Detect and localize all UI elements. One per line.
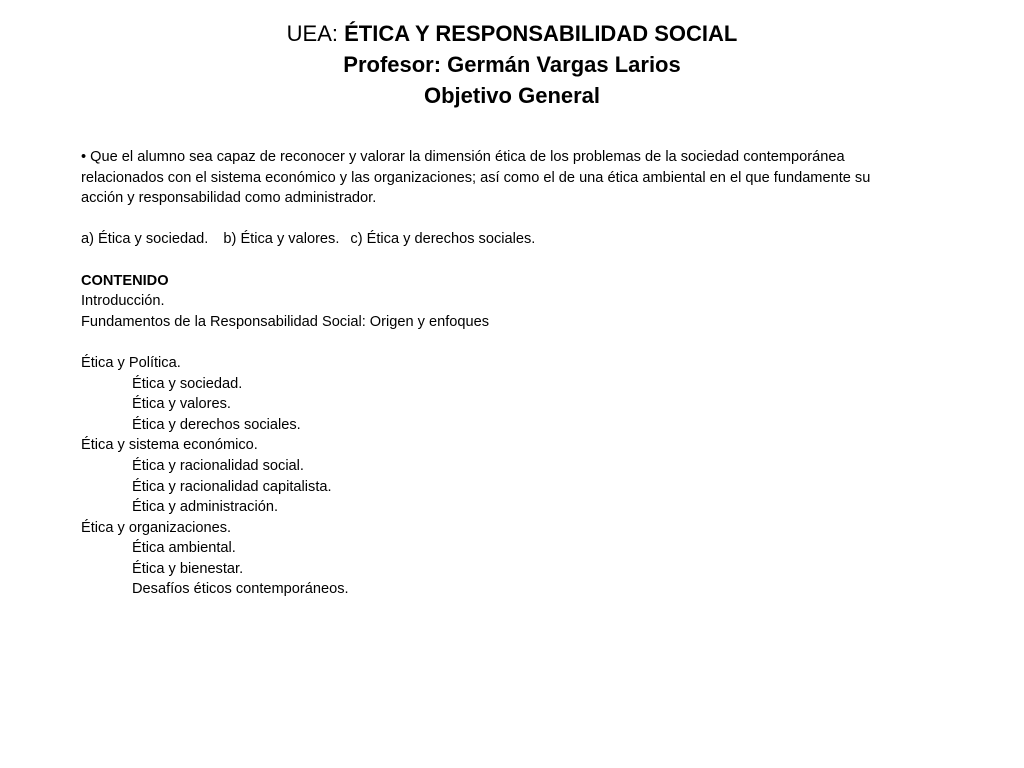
section-title: Ética y Política. — [81, 354, 181, 371]
contenido-heading: CONTENIDO — [81, 272, 169, 289]
professor-name: Profesor: Germán Vargas Larios — [343, 52, 681, 77]
content-body — [81, 147, 911, 600]
section-title: Ética y organizaciones. — [81, 519, 232, 536]
section-item: Ética y bienestar. — [132, 560, 244, 577]
course-title — [0, 18, 1024, 49]
section-item: Ética y administración. — [132, 499, 278, 516]
title-block — [0, 18, 1024, 111]
uea-prefix: UEA: — [286, 21, 345, 46]
topic-b: b) Ética y valores. — [223, 231, 340, 248]
course-name: ÉTICA Y RESPONSABILIDAD SOCIAL — [344, 21, 738, 46]
section-item: Ética ambiental. — [132, 540, 236, 557]
topic-c: c) Ética y derechos sociales. — [350, 231, 536, 248]
intro-line: Introducción. — [81, 293, 165, 310]
objective-text: • Que el alumno sea capaz de reconocer y valorar la dimensión ética de los problemas de la sociedad contemporánea relacionados con el sistema económico y las organizaciones; así como el de una ética ambiental en el que fundamente su acción y responsabilidad como administrador. — [81, 149, 871, 207]
section-item: Ética y racionalidad social. — [132, 457, 304, 474]
section-item: Ética y racionalidad capitalista. — [132, 478, 332, 495]
section-item: Ética y sociedad. — [132, 375, 243, 392]
topic-a: a) Ética y sociedad. — [81, 231, 209, 248]
section-item: Ética y valores. — [132, 396, 231, 413]
spacer — [81, 250, 911, 271]
section-item: Ética y derechos sociales. — [132, 416, 301, 433]
spacer — [81, 332, 911, 353]
objective-heading: Objetivo General — [423, 83, 601, 108]
spacer — [81, 209, 911, 230]
section-item: Desafíos éticos contemporáneos. — [132, 581, 349, 598]
topics-line — [81, 229, 911, 250]
fundamentos-line: Fundamentos de la Responsabilidad Social: Origen y enfoques — [81, 313, 490, 330]
section-title: Ética y sistema económico. — [81, 437, 258, 454]
